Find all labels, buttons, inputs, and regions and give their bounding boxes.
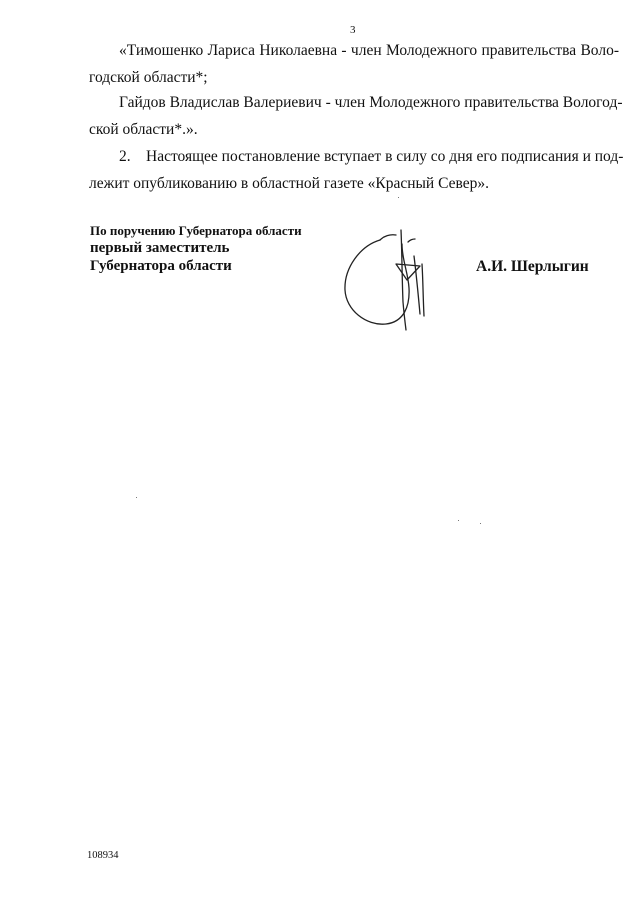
paragraph-line (89, 143, 624, 170)
signature-authority-line: По поручению Губернатора области (90, 223, 302, 238)
paragraph-line: Гайдов Владислав Валериевич - член Молодежного правительства Вологод- (119, 94, 623, 111)
item-number: 2. (119, 148, 131, 165)
document-code: 108934 (87, 850, 119, 861)
scan-speck (458, 520, 459, 521)
paragraph-line: ской области*.». (89, 121, 198, 138)
scan-speck (398, 197, 399, 198)
scan-speck (136, 497, 137, 498)
paragraph-line: лежит опубликованию в областной газете «Красный Север». (89, 175, 489, 192)
signature-position-line: Губернатора области (90, 258, 232, 274)
paragraph-line-text: Настоящее постановление вступает в силу со дня его подписания и под- (146, 148, 624, 165)
paragraph-member-timoshenko (89, 37, 619, 91)
paragraph-line: «Тимошенко Лариса Николаевна - член Молодежного правительства Воло- (119, 42, 619, 59)
paragraph-line: годской области*; (89, 69, 208, 86)
paragraph-member-gaydov (89, 89, 623, 143)
handwritten-signature (338, 222, 438, 332)
signer-name: А.И. Шерлыгин (476, 258, 589, 275)
signature-title-block (90, 222, 302, 275)
signature-position-line: первый заместитель (90, 240, 230, 256)
paragraph-item-2 (89, 143, 624, 197)
page-number: 3 (350, 24, 356, 36)
scan-speck (480, 523, 481, 524)
